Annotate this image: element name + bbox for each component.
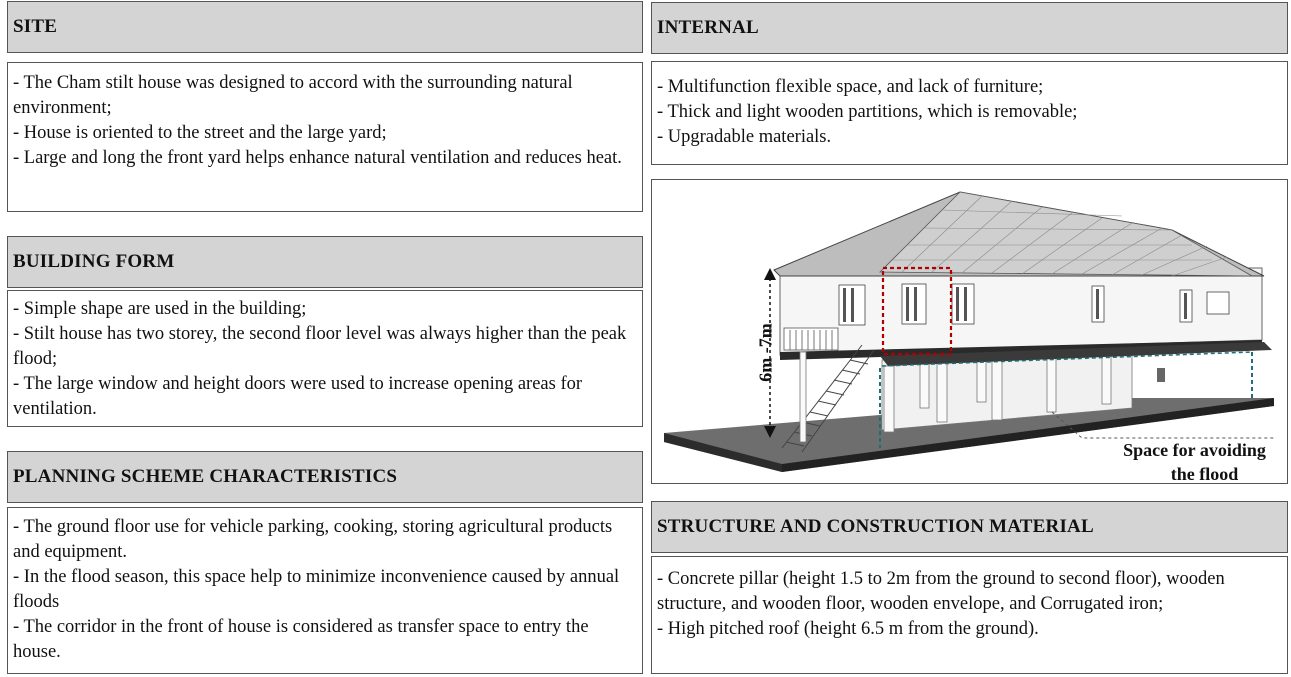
building-form-line: - Simple shape are used in the building; [13, 299, 307, 319]
internal-header [651, 2, 1288, 54]
building-form-line: - The large window and height doors were used to increase opening areas for ventilation. [13, 374, 583, 419]
building-form-text-box [7, 290, 643, 427]
building-form-header [7, 236, 643, 288]
structure-line: - Concrete pillar (height 1.5 to 2m from the ground to second floor), wooden structure, and wooden floor, wooden envelope, and Corrugated iron; [657, 569, 1225, 614]
site-header [7, 1, 643, 53]
site-line: - The Cham stilt house was designed to accord with the surrounding natural environment; [13, 73, 573, 118]
stilt-house-illustration [651, 179, 1288, 484]
planning-header [7, 451, 643, 503]
structure-line: - High pitched roof (height 6.5 m from the ground). [657, 619, 1039, 639]
site-title: SITE [13, 16, 58, 37]
building-form-line: - Stilt house has two storey, the second floor level was always higher than the peak flood; [13, 324, 627, 369]
planning-line: - In the flood season, this space help to minimize inconvenience caused by annual floods [13, 567, 620, 612]
planning-title: PLANNING SCHEME CHARACTERISTICS [13, 466, 398, 487]
site-line: - Large and long the front yard helps enhance natural ventilation and reduces heat. [13, 148, 622, 168]
site-line: - House is oriented to the street and the large yard; [13, 123, 387, 143]
internal-line: - Upgradable materials. [657, 127, 832, 147]
flood-space-caption [1102, 438, 1287, 486]
caption-line: Space for avoiding [1123, 440, 1266, 460]
planning-text-box [7, 507, 643, 674]
structure-text-box [651, 556, 1288, 674]
structure-title: STRUCTURE AND CONSTRUCTION MATERIAL [657, 516, 1094, 537]
internal-title: INTERNAL [657, 17, 759, 38]
planning-line: - The corridor in the front of house is considered as transfer space to entry the house. [13, 617, 589, 662]
height-dimension-label: 6m -7m [755, 323, 776, 382]
caption-line: the flood [1170, 464, 1239, 484]
site-text-box [7, 62, 643, 212]
internal-text-box [651, 61, 1288, 165]
building-form-title: BUILDING FORM [13, 251, 175, 272]
planning-line: - The ground floor use for vehicle parking, cooking, storing agricultural products and equipment. [13, 517, 613, 562]
internal-line: - Thick and light wooden partitions, which is removable; [657, 102, 1078, 122]
internal-line: - Multifunction flexible space, and lack of furniture; [657, 77, 1044, 97]
structure-header [651, 501, 1288, 553]
